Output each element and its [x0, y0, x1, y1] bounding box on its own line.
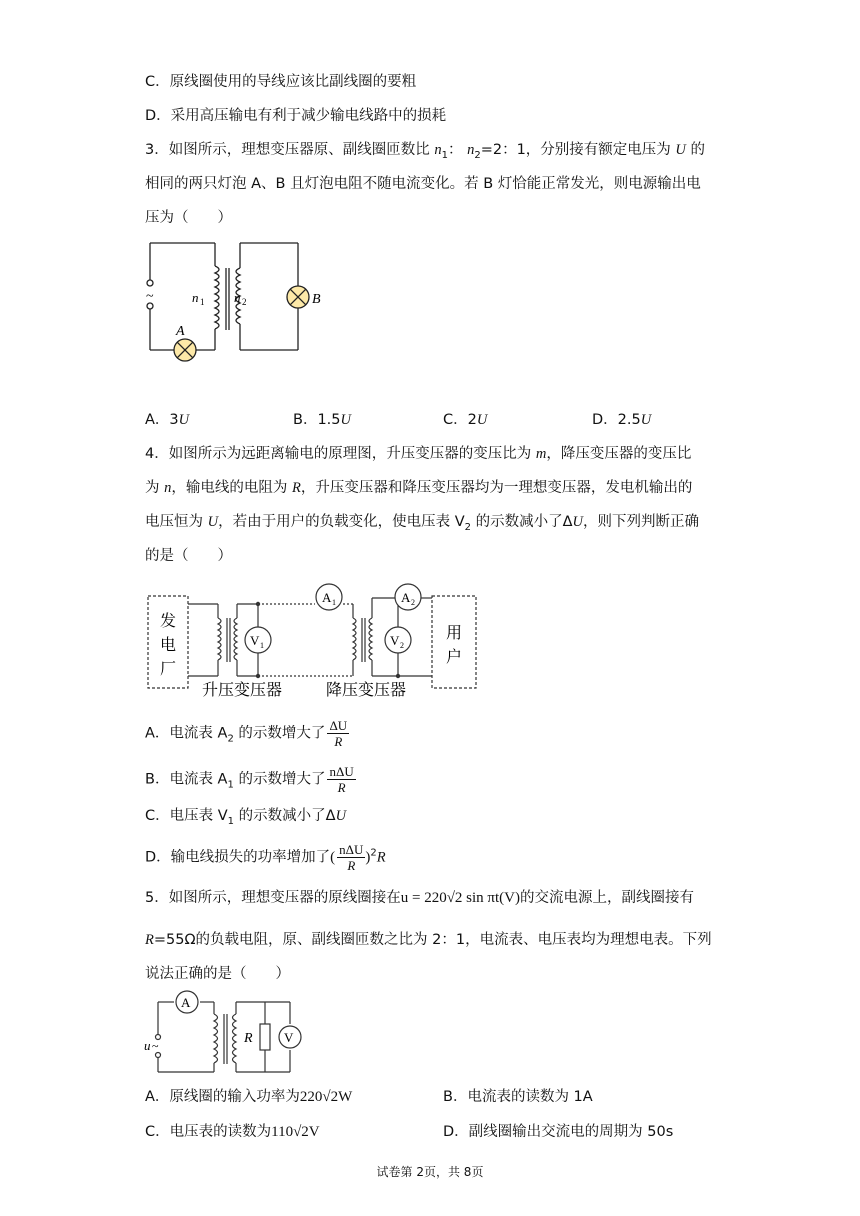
v2-sub: 2 — [400, 641, 404, 650]
q5-stem-line2: R=55Ω的负载电阻，原、副线圈匝数之比为 2：1，电流表、电压表均为理想电表。下列 — [145, 932, 712, 948]
q4-option-b: B．电流表 $A_1$ 的示数增大了 $\frac{\text{nΔU}}{R}$ — [145, 764, 354, 795]
q5-option-a: A．原线圈的输入功率为220√2W — [145, 1089, 353, 1105]
q2-option-d: D．采用高压输电有利于减少输电线路中的损耗 — [145, 108, 447, 124]
step-down-label: 降压变压器 — [326, 682, 407, 699]
source-ac-label: ~ — [152, 1039, 159, 1053]
generator-char3: 厂 — [160, 661, 177, 678]
a1-label: A — [322, 590, 332, 605]
q4-stem-line3: 电压恒为 U，若由于用户的负载变化，使电压表 $V_2$ 的示数减小了ΔU，则下列判断正确 — [145, 514, 700, 533]
step-up-label: 升压变压器 — [202, 682, 283, 699]
q3-option-d: D．2.5U — [592, 412, 652, 428]
q4-transmission-diagram — [140, 578, 485, 702]
q3-option-b: B．1.5U — [293, 412, 351, 428]
generator-char1: 发 — [160, 613, 177, 630]
q5-option-d: D．副线圈输出交流电的周期为 50s — [443, 1124, 674, 1140]
a1-sub: 1 — [332, 598, 336, 607]
label-a: A — [176, 324, 185, 339]
resistor-label: R — [244, 1031, 253, 1046]
q3-stem-line2: 相同的两只灯泡 A、B 且灯泡电阻不随电流变化。若 B 灯恰能正常发光，则电源输出电 — [145, 176, 701, 192]
source-u-label: u — [144, 1038, 151, 1053]
ac-source-label: ~ — [146, 289, 154, 304]
q3-option-a: A．3U — [145, 412, 190, 428]
label-n2: n — [234, 290, 241, 305]
q3-stem-line1: 3．如图所示，理想变压器原、副线圈匝数比 $n_1$： $n_2=2$：1，分别接有额定电压为 U 的 — [145, 142, 706, 161]
lamp-b-icon — [287, 286, 309, 308]
v1-label: V — [250, 633, 260, 648]
label-n1-sub: 1 — [200, 297, 205, 307]
q5-circuit-diagram — [140, 990, 310, 1080]
label-b: B — [312, 292, 321, 307]
q3-stem-line3: 压为（ ） — [145, 210, 232, 226]
q4-option-d: D．输电线损失的功率增加了( $\frac{\text{nΔU}}{R}$ )$^2$R — [145, 842, 386, 873]
q4-stem-line2: 为 n，输电线的电阻为 R，升压变压器和降压变压器均为一理想变压器，发电机输出的 — [145, 480, 693, 496]
q5-option-c: C．电压表的读数为110√2V — [145, 1124, 320, 1140]
q4-option-a: A．电流表 $A_2$ 的示数增大了 $\frac{\Delta U}{R}$ — [145, 718, 348, 749]
a2-label: A — [401, 590, 411, 605]
voltmeter-label: V — [284, 1030, 294, 1045]
page-footer: 试卷第 2页，共 8页 — [376, 1165, 484, 1179]
user-char2: 户 — [446, 649, 463, 666]
a2-sub: 2 — [411, 598, 415, 607]
q4-stem-line1: 4．如图所示为远距离输电的原理图，升压变压器的变压比为 m，降压变压器的变压比 — [145, 446, 692, 462]
v1-sub: 1 — [260, 641, 264, 650]
q5-option-b: B．电流表的读数为 1A — [443, 1089, 593, 1105]
ammeter-label: A — [181, 995, 191, 1010]
label-n2-sub: 2 — [242, 297, 247, 307]
q5-stem-line3: 说法正确的是（ ） — [145, 966, 290, 982]
lamp-a-icon — [174, 339, 196, 361]
v2-label: V — [390, 633, 400, 648]
q3-circuit-diagram — [140, 238, 340, 368]
user-char1: 用 — [446, 625, 463, 642]
generator-char2: 电 — [160, 637, 177, 654]
q4-stem-line4: 的是（ ） — [145, 548, 232, 564]
q5-stem-line1: 5．如图所示，理想变压器的原线圈接在u = 220√2 sin πt(V)的交流电源上，副线圈接有 — [145, 890, 694, 906]
q3-option-c: C．2U — [443, 412, 488, 428]
q2-option-c: C．原线圈使用的导线应该比副线圈的要粗 — [145, 74, 417, 90]
q4-option-c: C．电压表 $V_1$ 的示数减小了ΔU — [145, 808, 347, 827]
label-n1: n — [192, 290, 199, 305]
